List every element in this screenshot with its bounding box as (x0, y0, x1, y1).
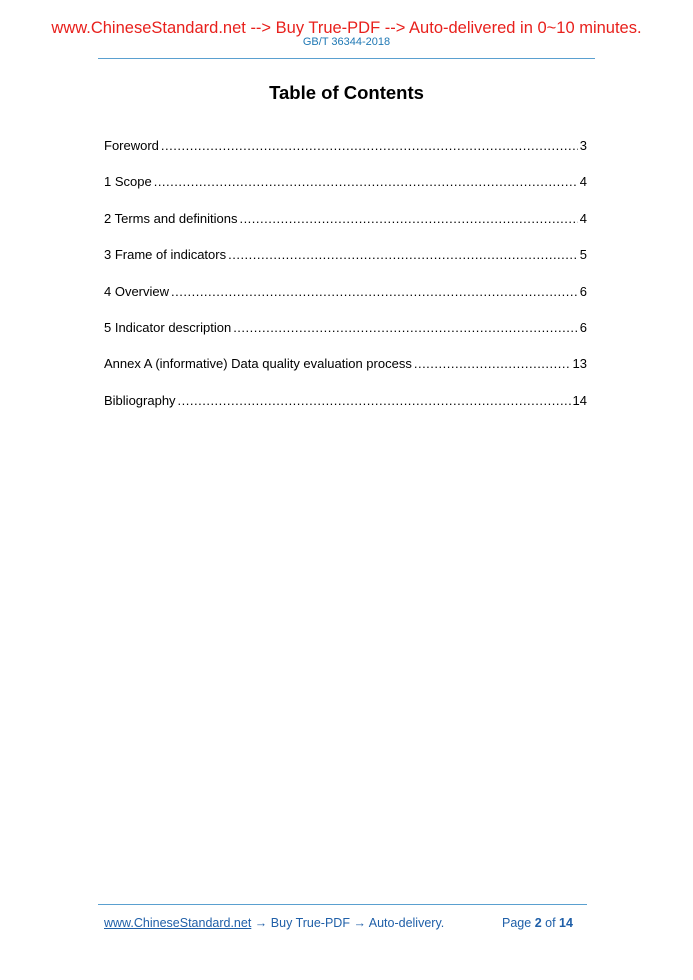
page-number (502, 916, 573, 930)
promo-banner[interactable]: www.ChineseStandard.net --> Buy True-PDF --> Auto-delivered in 0~10 minutes. (51, 19, 642, 37)
delivery-text: Auto-delivery. (368, 916, 445, 930)
toc-entry-label: Annex A (informative) Data quality evaluation process (104, 356, 412, 372)
toc-dot-leader (171, 284, 578, 299)
current-page: 2 (534, 916, 542, 930)
header-divider (98, 58, 595, 59)
toc-entry-page: 3 (579, 138, 587, 153)
toc-entry-terms[interactable] (104, 211, 587, 247)
document-code: GB/T 36344-2018 (302, 36, 391, 48)
arrow-icon: → (353, 916, 366, 930)
buy-text: Buy True-PDF (270, 916, 350, 930)
toc-entry-label: 1 Scope (104, 174, 152, 190)
toc-entry-page: 13 (572, 356, 587, 372)
toc-dot-leader (414, 356, 571, 371)
toc-dot-leader (154, 174, 578, 189)
toc-entry-page: 14 (572, 392, 587, 408)
toc-entry-annex-a[interactable] (104, 356, 587, 392)
toc-entry-label: Foreword (104, 138, 159, 153)
toc-entry-indicator-description[interactable] (104, 320, 587, 356)
toc-dot-leader (178, 393, 571, 408)
toc-list (104, 138, 587, 429)
toc-entry-label: Bibliography (104, 392, 176, 408)
page-label: Page (502, 916, 532, 930)
toc-entry-label: 5 Indicator description (104, 319, 232, 335)
toc-entry-page: 5 (579, 247, 587, 263)
toc-entry-page: 6 (579, 319, 587, 335)
toc-entry-foreword[interactable] (104, 138, 587, 174)
toc-entry-label: 3 Frame of indicators (104, 247, 227, 263)
total-pages: 14 (559, 916, 573, 930)
toc-dot-leader (239, 211, 577, 226)
footer-promo (104, 916, 444, 930)
toc-entry-bibliography[interactable] (104, 393, 587, 429)
toc-title: Table of Contents (269, 82, 424, 103)
toc-entry-scope[interactable] (104, 174, 587, 210)
arrow-icon: → (254, 916, 268, 930)
toc-entry-overview[interactable] (104, 284, 587, 320)
toc-entry-label: 2 Terms and definitions (104, 210, 238, 226)
toc-dot-leader (233, 320, 578, 335)
toc-dot-leader (161, 138, 578, 153)
footer-divider (98, 904, 587, 905)
toc-entry-page: 6 (579, 283, 587, 299)
toc-entry-label: 4 Overview (104, 283, 170, 299)
toc-dot-leader (228, 247, 578, 262)
toc-entry-frame[interactable] (104, 247, 587, 283)
of-label: of (545, 916, 556, 930)
site-link[interactable]: www.ChineseStandard.net (104, 916, 252, 930)
toc-entry-page: 4 (579, 210, 587, 226)
toc-entry-page: 4 (579, 174, 587, 190)
